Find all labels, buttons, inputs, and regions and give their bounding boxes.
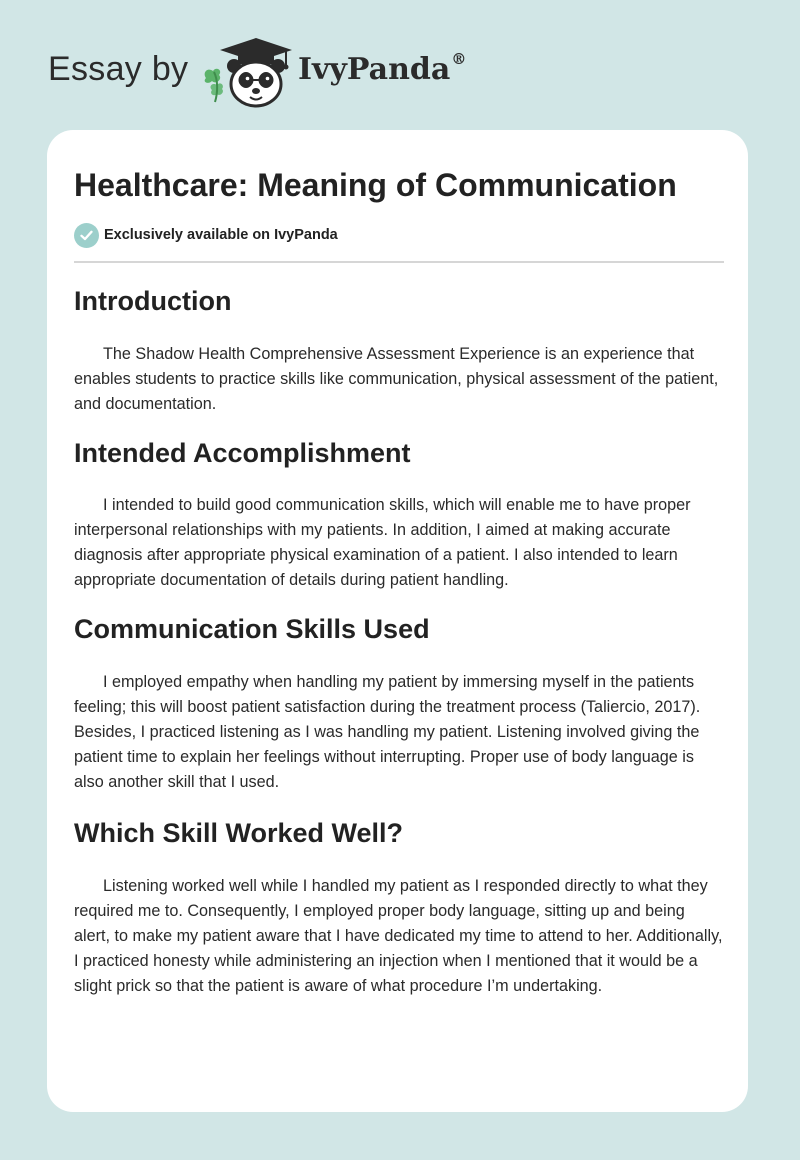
section-heading: Introduction — [74, 286, 232, 316]
section-communication-skills — [74, 613, 724, 795]
divider — [74, 261, 724, 263]
essay-card — [47, 130, 748, 1112]
section-paragraph: The Shadow Health Comprehensive Assessment Experience is an experience that enables students to practice skills like communication, physical assessment of the patient, and documentation. — [74, 345, 719, 413]
section-paragraph: Listening worked well while I handled my patient as I responded directly to what they required me to. Consequently, I employed proper body language, sitting up and being alert, to make my patient aware that I have dedicated my time to attend to her. Additionally, I practiced honesty while administering an injection when I mentioned that it would be a slight prick so that the patient is aware of what procedure I’m undertaking. — [74, 877, 723, 995]
check-icon — [74, 223, 99, 248]
essay-by-label: Essay by — [48, 50, 189, 88]
page-title: Healthcare: Meaning of Communication — [74, 167, 677, 203]
section-heading: Intended Accomplishment — [74, 438, 411, 468]
section-heading: Which Skill Worked Well? — [74, 818, 404, 848]
section-skill-worked-well — [74, 817, 724, 999]
section-paragraph: I employed empathy when handling my patient by immersing myself in the patients feeling; this will boost patient satisfaction during the treatment process (Taliercio, 2017). Besides, I practiced listening as I was handling my patient. Listening involved giving the patient time to explain her feelings without interrupting. Proper use of body language is also another skill that I used. — [74, 673, 701, 791]
essay-content — [74, 130, 724, 999]
section-introduction — [74, 285, 724, 417]
section-intended-accomplishment — [74, 437, 724, 593]
panda-graduate-icon[interactable] — [200, 34, 296, 110]
exclusive-label: Exclusively available on IvyPanda — [104, 227, 338, 243]
section-paragraph: I intended to build good communication skills, which will enable me to have proper interpersonal relationships with my patients. In addition, I aimed at making accurate diagnosis after appropriate physical examination of a patient. I also intended to learn appropriate documentation of details during patient handling. — [74, 496, 691, 589]
site-header — [48, 34, 508, 114]
section-heading: Communication Skills Used — [74, 614, 430, 644]
brand-name[interactable]: IvyPanda® — [298, 50, 467, 87]
exclusive-badge — [74, 222, 724, 248]
